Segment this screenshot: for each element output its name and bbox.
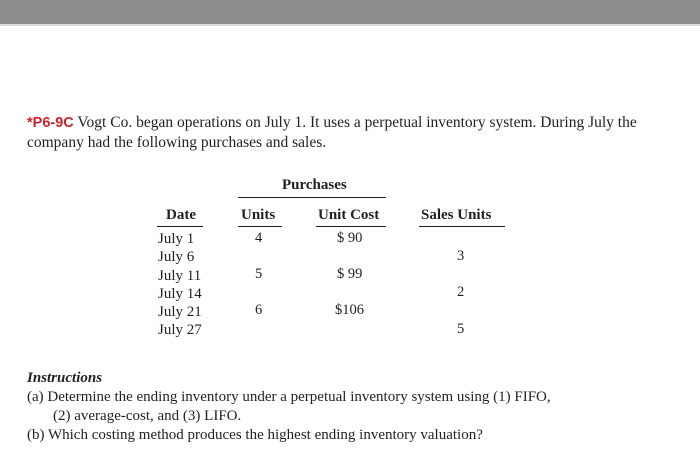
table-row-date: July 14: [158, 285, 202, 302]
date-header-rule: [157, 226, 203, 227]
table-row-date: July 6: [158, 249, 195, 266]
sales-units-header-rule: [419, 226, 505, 227]
instruction-a-line1: (a) Determine the ending inventory under a perpetual inventory system using (1) FIFO,: [27, 389, 551, 405]
purchases-group-header: Purchases: [282, 177, 347, 193]
problem-text: Vogt Co. began operations on July 1. It uses a perpetual inventory system. During July the company had the following purchases and sales.: [27, 114, 637, 151]
sales-units-cell: 5: [457, 321, 465, 337]
units-cell: 6: [255, 302, 263, 318]
units-cell: 4: [255, 230, 263, 246]
table-row-date: July 27: [158, 322, 202, 339]
units-header-rule: [238, 226, 282, 227]
unit-cost-cell: $106: [335, 302, 364, 318]
instructions-block: [27, 369, 677, 445]
problem-id: *P6-9C: [27, 115, 74, 131]
purchases-header-rule: [238, 197, 386, 198]
unit-cost-cell: $ 99: [337, 266, 363, 282]
unit-cost-column-header: Unit Cost: [318, 207, 380, 223]
top-banner: [0, 0, 700, 24]
sales-units-cell: 2: [457, 284, 465, 300]
table-row-date: July 1: [158, 231, 195, 247]
date-column: [158, 230, 202, 340]
unit-cost-header-rule: [316, 226, 386, 227]
table-row-date: July 21: [158, 304, 202, 321]
units-cell: 5: [255, 266, 263, 282]
table-row-date: July 11: [158, 267, 202, 284]
instructions-title: Instructions: [27, 370, 103, 386]
date-column-header: Date: [166, 207, 196, 223]
instruction-b: (b) Which costing method produces the highest ending inventory valuation?: [27, 427, 483, 443]
problem-statement: [27, 113, 667, 153]
sales-units-column-header: Sales Units: [421, 207, 492, 223]
sales-units-cell: 3: [457, 248, 465, 264]
units-column-header: Units: [241, 207, 276, 223]
unit-cost-cell: $ 90: [337, 230, 363, 246]
top-banner-divider: [0, 24, 700, 26]
instruction-a-line2: (2) average-cost, and (3) LIFO.: [53, 408, 242, 424]
